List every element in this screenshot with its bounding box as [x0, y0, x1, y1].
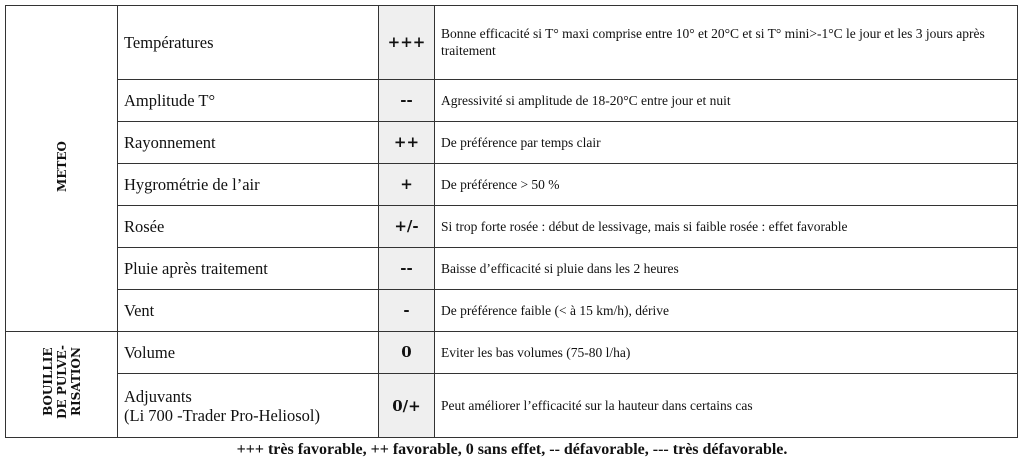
- impact-cell: -: [379, 289, 435, 331]
- factor-cell: Températures: [118, 6, 379, 80]
- table-row: [6, 331, 1018, 373]
- description-cell: Bonne efficacité si T° maxi comprise entre 10° et 20°C et si T° mini>-1°C le jour et les 3 jours après traitement: [435, 6, 1018, 80]
- impact-cell: +: [379, 163, 435, 205]
- table-row: [6, 79, 1018, 121]
- factor-cell: Rayonnement: [118, 121, 379, 163]
- table-row: [6, 247, 1018, 289]
- factor-cell: Vent: [118, 289, 379, 331]
- factor-cell: Amplitude T°: [118, 79, 379, 121]
- description-cell: De préférence par temps clair: [435, 121, 1018, 163]
- table-row: [6, 205, 1018, 247]
- impact-cell: +++: [379, 6, 435, 80]
- impact-cell: ++: [379, 121, 435, 163]
- table-row: [6, 163, 1018, 205]
- factor-cell: Adjuvants (Li 700 -Trader Pro-Heliosol): [118, 374, 379, 438]
- category-bouillie: [6, 331, 118, 437]
- description-cell: Baisse d’efficacité si pluie dans les 2 heures: [435, 247, 1018, 289]
- description-cell: Si trop forte rosée : début de lessivage, mais si faible rosée : effet favorable: [435, 205, 1018, 247]
- table-row: [6, 289, 1018, 331]
- description-cell: De préférence > 50 %: [435, 163, 1018, 205]
- factor-cell: Volume: [118, 331, 379, 373]
- table-row: [6, 6, 1018, 80]
- impact-cell: --: [379, 247, 435, 289]
- factor-cell: Rosée: [118, 205, 379, 247]
- legend: +++ très favorable, ++ favorable, 0 sans effet, -- défavorable, --- très défavorable.: [236, 441, 788, 458]
- impact-cell: --: [379, 79, 435, 121]
- category-meteo: [6, 6, 118, 332]
- description-cell: Agressivité si amplitude de 18-20°C entre jour et nuit: [435, 79, 1018, 121]
- table-row: [6, 121, 1018, 163]
- factor-cell: Hygrométrie de l’air: [118, 163, 379, 205]
- category-meteo-label: METEO: [54, 140, 69, 192]
- description-cell: Peut améliorer l’efficacité sur la hauteur dans certains cas: [435, 374, 1018, 438]
- description-cell: Eviter les bas volumes (75-80 l/ha): [435, 331, 1018, 373]
- conditions-table: [5, 5, 1018, 438]
- category-bouillie-label: BOUILLIE DE PULVE- RISATION: [40, 345, 83, 420]
- impact-cell: +/-: [379, 205, 435, 247]
- impact-cell: 0: [379, 331, 435, 373]
- description-cell: De préférence faible (< à 15 km/h), dérive: [435, 289, 1018, 331]
- factor-cell: Pluie après traitement: [118, 247, 379, 289]
- table-row: [6, 374, 1018, 438]
- impact-cell: 0/+: [379, 374, 435, 438]
